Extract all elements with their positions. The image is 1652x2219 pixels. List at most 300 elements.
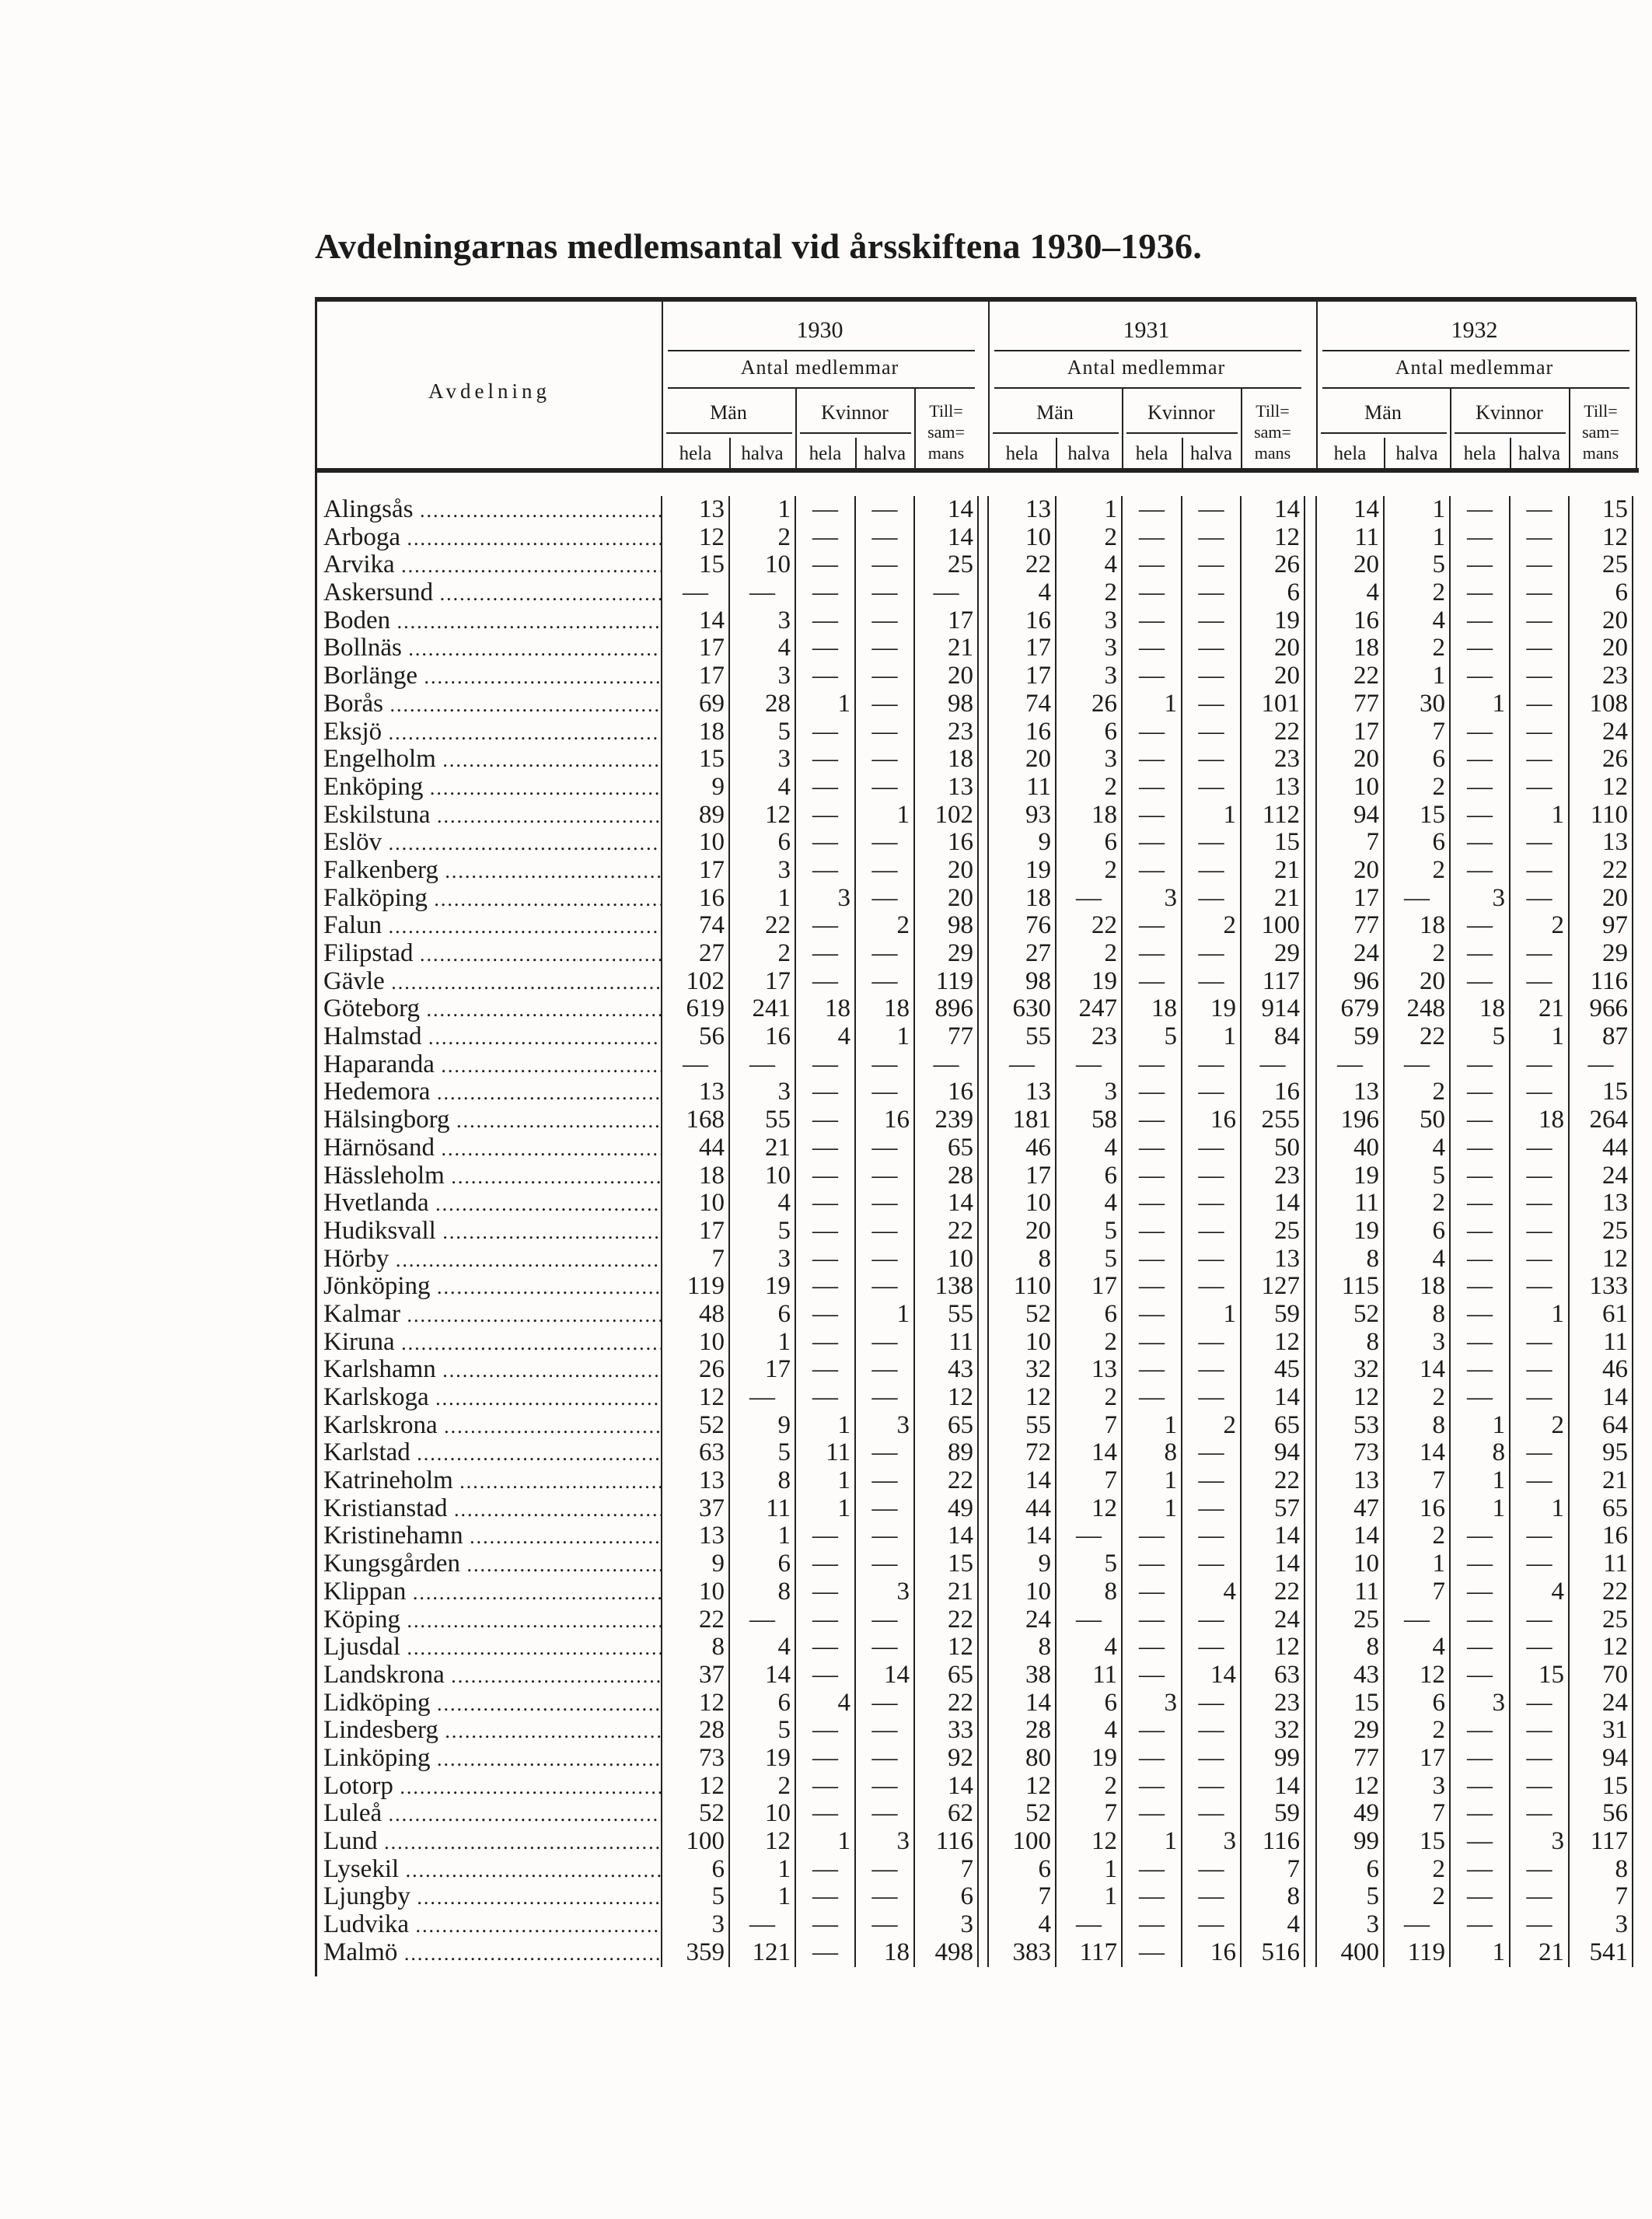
table-cell: — xyxy=(1139,1050,1165,1078)
halva-heading: halva xyxy=(1518,443,1561,464)
table-cell: 5 xyxy=(777,717,791,746)
table-cell: 8 xyxy=(1432,1299,1445,1328)
table-cell: — xyxy=(812,800,838,829)
table-cell: 7 xyxy=(1104,1466,1117,1495)
table-cell: 26 xyxy=(1091,689,1117,718)
table-cell: — xyxy=(871,1605,898,1634)
table-cell: 23 xyxy=(948,717,973,746)
table-cell: 5 xyxy=(777,1438,791,1467)
table-cell: 30 xyxy=(1420,689,1445,718)
table-cell: 12 xyxy=(1602,1244,1628,1273)
table-cell: 14 xyxy=(948,1771,973,1800)
table-cell: 84 xyxy=(1274,1022,1300,1051)
table-cell: — xyxy=(1467,1078,1493,1106)
tillsammans-heading-2: sam= xyxy=(927,422,965,442)
table-cell: 52 xyxy=(1025,1799,1051,1828)
table-cell: — xyxy=(871,606,898,634)
sub-divider xyxy=(914,387,916,473)
table-cell: — xyxy=(1526,495,1552,523)
antal-rule xyxy=(994,387,1301,389)
table-cell: 4 xyxy=(1432,1633,1445,1662)
row-name: Landskrona ..... xyxy=(323,1662,662,1690)
table-cell: 1 xyxy=(1432,662,1445,690)
table-cell: 8 xyxy=(1287,1882,1300,1911)
table-cell: 13 xyxy=(1602,828,1628,857)
table-cell: 15 xyxy=(1420,1827,1445,1855)
table-cell: 241 xyxy=(752,994,791,1023)
table-cell: 16 xyxy=(1025,717,1051,746)
table-cell: 1 xyxy=(777,495,791,523)
table-cell: — xyxy=(871,689,898,718)
table-cell: 119 xyxy=(935,966,973,995)
column-rule xyxy=(1121,496,1123,1967)
table-cell: — xyxy=(1198,606,1224,634)
table-cell: 10 xyxy=(1025,1577,1051,1606)
table-cell: — xyxy=(1467,1244,1493,1273)
table-cell: 65 xyxy=(1274,1410,1300,1439)
table-cell: 74 xyxy=(1025,689,1051,718)
table-cell: 7 xyxy=(1038,1882,1051,1911)
table-cell: 14 xyxy=(1420,1355,1445,1384)
row-name: Karlskoga ..... xyxy=(323,1384,662,1413)
table-cell: — xyxy=(1198,939,1224,967)
sub-divider xyxy=(1182,438,1183,473)
tillsammans-heading-2: sam= xyxy=(1582,422,1619,442)
row-name: Borlänge ..... xyxy=(323,662,662,691)
table-cell: 16 xyxy=(1602,1522,1628,1550)
table-cell: 28 xyxy=(765,689,791,718)
table-cell: — xyxy=(1198,1216,1224,1245)
table-cell: 98 xyxy=(948,689,973,718)
table-cell: — xyxy=(871,1854,898,1883)
table-cell: 37 xyxy=(699,1660,725,1689)
row-name: Hvetlanda ..... xyxy=(323,1190,662,1218)
table-cell: — xyxy=(1198,1854,1224,1883)
table-cell: 10 xyxy=(1353,772,1379,801)
table-cell: — xyxy=(1009,1050,1035,1078)
table-cell: 7 xyxy=(1366,828,1379,857)
table-cell: 7 xyxy=(1432,717,1445,746)
kvinnor-heading: Kvinnor xyxy=(821,401,889,424)
year-heading: 1931 xyxy=(1123,317,1170,343)
table-cell: — xyxy=(871,1771,898,1800)
table-cell: — xyxy=(812,1189,838,1218)
table-cell: — xyxy=(1259,1050,1286,1078)
table-cell: — xyxy=(871,578,898,607)
table-cell: — xyxy=(1467,1161,1493,1190)
table-cell: 6 xyxy=(1615,578,1628,607)
table-cell: — xyxy=(1139,1882,1165,1911)
table-cell: — xyxy=(1467,1854,1493,1883)
table-cell: — xyxy=(812,1633,838,1662)
table-cell: 27 xyxy=(699,939,725,967)
table-cell: — xyxy=(1139,717,1165,746)
table-cell: 38 xyxy=(1025,1660,1051,1689)
table-cell: — xyxy=(812,717,838,746)
sub-rule xyxy=(1455,432,1566,434)
table-cell: 24 xyxy=(1025,1605,1051,1634)
table-cell: 18 xyxy=(948,745,973,774)
table-cell: 1 xyxy=(1492,689,1505,718)
table-cell: 3 xyxy=(896,1577,910,1606)
table-cell: — xyxy=(1139,1716,1165,1745)
table-cell: 4 xyxy=(777,772,791,801)
table-cell: 2 xyxy=(777,522,791,551)
table-cell: 55 xyxy=(948,1299,973,1328)
table-cell: — xyxy=(812,1910,838,1939)
table-cell: 1 xyxy=(837,1410,850,1439)
table-cell: 99 xyxy=(1353,1827,1379,1855)
table-cell: — xyxy=(749,578,775,607)
table-cell: 28 xyxy=(1025,1716,1051,1745)
row-name: Falun ..... xyxy=(323,912,662,941)
table-cell: — xyxy=(1467,1106,1493,1134)
table-cell: 196 xyxy=(1340,1106,1379,1134)
table-cell: 20 xyxy=(948,662,973,690)
table-cell: 76 xyxy=(1025,911,1051,940)
table-cell: — xyxy=(1526,1327,1552,1356)
table-cell: 110 xyxy=(1013,1272,1051,1301)
table-cell: — xyxy=(812,939,838,967)
table-cell: — xyxy=(1526,1438,1552,1467)
column-rule xyxy=(1304,496,1305,1967)
table-cell: 24 xyxy=(1353,939,1379,967)
table-cell: — xyxy=(812,1216,838,1245)
table-cell: — xyxy=(1467,1605,1493,1634)
table-cell: — xyxy=(1526,1466,1552,1495)
table-cell: — xyxy=(1526,1355,1552,1384)
row-name: Härnösand ..... xyxy=(323,1134,662,1163)
halva-heading: halva xyxy=(863,443,906,464)
table-cell: 25 xyxy=(1353,1605,1379,1634)
table-cell: — xyxy=(871,1272,898,1301)
table-cell: 1 xyxy=(777,1522,791,1550)
table-cell: 92 xyxy=(948,1743,973,1772)
table-cell: 3 xyxy=(777,662,791,690)
table-cell: — xyxy=(1139,1910,1165,1939)
table-cell: — xyxy=(1198,1050,1224,1078)
table-cell: 1 xyxy=(1104,1854,1117,1883)
table-cell: 63 xyxy=(1274,1660,1300,1689)
table-cell: — xyxy=(1139,1355,1165,1384)
row-name: Karlskrona ..... xyxy=(323,1412,662,1441)
table-cell: — xyxy=(1139,1189,1165,1218)
table-cell: 1 xyxy=(1223,800,1236,829)
table-cell: 121 xyxy=(752,1938,791,1966)
table-cell: 6 xyxy=(777,1688,791,1717)
table-cell: — xyxy=(1467,828,1493,857)
table-cell: 59 xyxy=(1274,1299,1300,1328)
table-cell: 4 xyxy=(1432,606,1445,634)
table-cell: 2 xyxy=(1432,1854,1445,1883)
table-cell: — xyxy=(749,1910,775,1939)
table-cell: — xyxy=(871,1743,898,1772)
table-cell: 5 xyxy=(1432,550,1445,579)
table-cell: — xyxy=(1198,495,1224,523)
table-cell: — xyxy=(1076,1522,1102,1550)
table-cell: 5 xyxy=(1432,1161,1445,1190)
table-cell: — xyxy=(1139,1244,1165,1273)
table-cell: 10 xyxy=(765,1161,791,1190)
table-cell: 9 xyxy=(1038,1550,1051,1578)
table-cell: 11 xyxy=(1354,1189,1379,1218)
table-cell: 18 xyxy=(1420,1272,1445,1301)
table-cell: 26 xyxy=(1274,550,1300,579)
table-cell: 1 xyxy=(1432,1550,1445,1578)
column-rule xyxy=(1240,496,1242,1967)
column-rule xyxy=(1449,496,1451,1967)
table-cell: 49 xyxy=(1353,1799,1379,1828)
table-cell: — xyxy=(1467,578,1493,607)
table-cell: — xyxy=(1526,828,1552,857)
column-rule xyxy=(1383,496,1385,1967)
table-cell: — xyxy=(933,1050,959,1078)
table-cell: — xyxy=(871,1161,898,1190)
table-cell: 4 xyxy=(1104,550,1117,579)
table-cell: 10 xyxy=(765,1799,791,1828)
table-cell: 20 xyxy=(1025,1216,1051,1245)
table-cell: — xyxy=(871,662,898,690)
table-cell: 12 xyxy=(1602,1633,1628,1662)
table-cell: — xyxy=(1139,1522,1165,1550)
table-cell: 13 xyxy=(948,772,973,801)
row-name: Malmö ..... xyxy=(323,1939,662,1968)
table-cell: — xyxy=(1404,883,1430,912)
table-cell: 100 xyxy=(1261,911,1300,940)
table-cell: — xyxy=(1467,495,1493,523)
table-cell: 16 xyxy=(765,1022,791,1051)
row-name: Eslöv ..... xyxy=(323,829,662,858)
table-cell: 11 xyxy=(1092,1660,1117,1689)
table-cell: 264 xyxy=(1589,1106,1628,1134)
table-cell: 64 xyxy=(1602,1410,1628,1439)
table-cell: — xyxy=(1198,855,1224,884)
table-cell: 15 xyxy=(1602,1078,1628,1106)
table-cell: — xyxy=(1139,1550,1165,1578)
table-cell: 40 xyxy=(1353,1133,1379,1162)
table-cell: — xyxy=(1198,1383,1224,1411)
table-cell: 5 xyxy=(1104,1550,1117,1578)
table-cell: — xyxy=(812,606,838,634)
year-heading: 1930 xyxy=(796,317,843,343)
row-name: Hässleholm ..... xyxy=(323,1162,662,1191)
table-cell: — xyxy=(871,1050,898,1078)
table-cell: 25 xyxy=(1274,1216,1300,1245)
table-cell: 2 xyxy=(777,939,791,967)
table-cell: — xyxy=(812,1938,838,1966)
table-body xyxy=(317,496,1639,1966)
row-name: Lidköping ..... xyxy=(323,1690,662,1718)
table-cell: 12 xyxy=(1274,1327,1300,1356)
table-cell: 14 xyxy=(1420,1438,1445,1467)
table-cell: 52 xyxy=(699,1410,725,1439)
table-cell: — xyxy=(1076,1910,1102,1939)
table-cell: 5 xyxy=(1492,1022,1505,1051)
table-cell: 94 xyxy=(1353,800,1379,829)
table-cell: 13 xyxy=(699,1522,725,1550)
row-name: Linköping ..... xyxy=(323,1745,662,1773)
table-cell: 44 xyxy=(699,1133,725,1162)
column-rule xyxy=(854,496,856,1967)
table-cell: 8 xyxy=(1615,1854,1628,1883)
table-cell: — xyxy=(871,1633,898,1662)
table-cell: 8 xyxy=(777,1577,791,1606)
page-title: Avdelningarnas medlemsantal vid årsskiftena 1930–1936. xyxy=(315,226,1203,266)
table-cell: — xyxy=(1076,883,1102,912)
table-cell: 2 xyxy=(1104,1327,1117,1356)
table-cell: 12 xyxy=(699,1688,725,1717)
row-name: Haparanda ..... xyxy=(323,1051,662,1080)
table-cell: 110 xyxy=(1590,800,1628,829)
table-cell: 3 xyxy=(1366,1910,1379,1939)
table-cell: — xyxy=(812,1605,838,1634)
table-cell: — xyxy=(871,939,898,967)
table-cell: 18 xyxy=(1025,883,1051,912)
table-cell: 1 xyxy=(1223,1299,1236,1328)
table-cell: — xyxy=(1526,1743,1552,1772)
table-cell: 2 xyxy=(1432,1882,1445,1911)
table-cell: 4 xyxy=(1104,1133,1117,1162)
row-name: Karlshamn ..... xyxy=(323,1356,662,1385)
table-cell: — xyxy=(812,1355,838,1384)
table-cell: 1 xyxy=(1432,495,1445,523)
table-cell: 3 xyxy=(777,1244,791,1273)
table-cell: — xyxy=(812,578,838,607)
table-cell: 15 xyxy=(1602,495,1628,523)
table-cell: — xyxy=(1198,1716,1224,1745)
row-name: Lund ..... xyxy=(323,1828,662,1857)
table-cell: — xyxy=(812,1383,838,1411)
sub-rule xyxy=(1321,432,1447,434)
table-cell: — xyxy=(1467,1771,1493,1800)
table-cell: 116 xyxy=(1590,966,1628,995)
table-cell: 12 xyxy=(699,1771,725,1800)
table-cell: — xyxy=(1198,1882,1224,1911)
table-cell: 12 xyxy=(1091,1827,1117,1855)
table-cell: 3 xyxy=(896,1410,910,1439)
table-cell: — xyxy=(812,828,838,857)
row-name: Borås ..... xyxy=(323,690,662,719)
table-cell: — xyxy=(1526,1605,1552,1634)
table-cell: 14 xyxy=(1353,1522,1379,1550)
table-cell: 247 xyxy=(1078,994,1117,1023)
table-cell: — xyxy=(1198,828,1224,857)
table-cell: — xyxy=(1139,495,1165,523)
table-cell: 23 xyxy=(1274,745,1300,774)
row-name: Hörby ..... xyxy=(323,1246,662,1274)
table-cell: 45 xyxy=(1274,1355,1300,1384)
table-cell: — xyxy=(1526,1771,1552,1800)
antal-heading: Antal medlemmar xyxy=(740,356,899,379)
row-label-heading: Avdelning xyxy=(428,379,550,403)
table-cell: 1 xyxy=(777,883,791,912)
table-cell: — xyxy=(871,1189,898,1218)
table-cell: 2 xyxy=(896,911,910,940)
table-cell: — xyxy=(1467,1633,1493,1662)
table-cell: 23 xyxy=(1274,1688,1300,1717)
table-cell: 17 xyxy=(699,634,725,662)
table-cell: 18 xyxy=(884,994,910,1023)
table-cell: 2 xyxy=(1432,855,1445,884)
table-cell: — xyxy=(1139,828,1165,857)
table-cell: — xyxy=(812,1078,838,1106)
table-cell: 13 xyxy=(1091,1355,1117,1384)
table-cell: — xyxy=(871,1216,898,1245)
table-cell: 13 xyxy=(1353,1466,1379,1495)
table-cell: 359 xyxy=(686,1938,725,1966)
table-cell: 19 xyxy=(1210,994,1236,1023)
table-cell: 61 xyxy=(1602,1299,1628,1328)
table-cell: 62 xyxy=(948,1799,973,1828)
table-cell: 11 xyxy=(1026,772,1051,801)
table-cell: — xyxy=(1198,1189,1224,1218)
table-cell: 17 xyxy=(1025,1161,1051,1190)
row-name: Falköping ..... xyxy=(323,885,662,914)
table-cell: 65 xyxy=(948,1410,973,1439)
table-cell: 15 xyxy=(1538,1660,1564,1689)
row-name: Jönköping ..... xyxy=(323,1273,662,1302)
table-cell: 13 xyxy=(1353,1078,1379,1106)
table-cell: 14 xyxy=(765,1660,791,1689)
table-cell: — xyxy=(1467,1522,1493,1550)
table-cell: 1 xyxy=(777,1327,791,1356)
table-cell: 25 xyxy=(1602,550,1628,579)
table-cell: — xyxy=(1467,606,1493,634)
table-cell: 1 xyxy=(1492,1938,1505,1966)
table-cell: 22 xyxy=(1274,1577,1300,1606)
table-cell: 65 xyxy=(1602,1494,1628,1522)
table-cell: — xyxy=(1467,662,1493,690)
table-cell: — xyxy=(1467,800,1493,829)
table-cell: 17 xyxy=(1091,1272,1117,1301)
table-cell: 65 xyxy=(948,1660,973,1689)
table-cell: 14 xyxy=(699,606,725,634)
row-name: Kalmar ..... xyxy=(323,1301,662,1330)
table-cell: — xyxy=(1139,1299,1165,1328)
table-cell: 23 xyxy=(1091,1022,1117,1051)
table-cell: 8 xyxy=(1432,1410,1445,1439)
table-cell: — xyxy=(1198,1327,1224,1356)
table-cell: 2 xyxy=(1223,1410,1236,1439)
table-cell: 5 xyxy=(777,1716,791,1745)
table-cell: — xyxy=(1198,717,1224,746)
table-cell: — xyxy=(1467,550,1493,579)
table-cell: — xyxy=(1467,772,1493,801)
table-cell: 4 xyxy=(1104,1633,1117,1662)
tillsammans-heading-2: sam= xyxy=(1254,422,1291,442)
table-cell: 3 xyxy=(960,1910,973,1939)
table-cell: 10 xyxy=(1025,1327,1051,1356)
table-cell: 20 xyxy=(1274,634,1300,662)
table-cell: — xyxy=(1139,855,1165,884)
table-cell: — xyxy=(1467,1050,1493,1078)
table-cell: 2 xyxy=(1104,939,1117,967)
table-cell: — xyxy=(1467,1355,1493,1384)
table-cell: 117 xyxy=(1262,966,1300,995)
table-cell: 6 xyxy=(1432,745,1445,774)
table-cell: 24 xyxy=(1602,1688,1628,1717)
table-cell: 59 xyxy=(1274,1799,1300,1828)
table-cell: 7 xyxy=(711,1244,725,1273)
table-cell: — xyxy=(1467,966,1493,995)
table-cell: 77 xyxy=(1353,689,1379,718)
table-cell: — xyxy=(812,966,838,995)
table-cell: 29 xyxy=(1353,1716,1379,1745)
table-cell: — xyxy=(1076,1050,1102,1078)
table-cell: 4 xyxy=(1104,1716,1117,1745)
table-cell: 18 xyxy=(1091,800,1117,829)
table-cell: 5 xyxy=(711,1882,725,1911)
